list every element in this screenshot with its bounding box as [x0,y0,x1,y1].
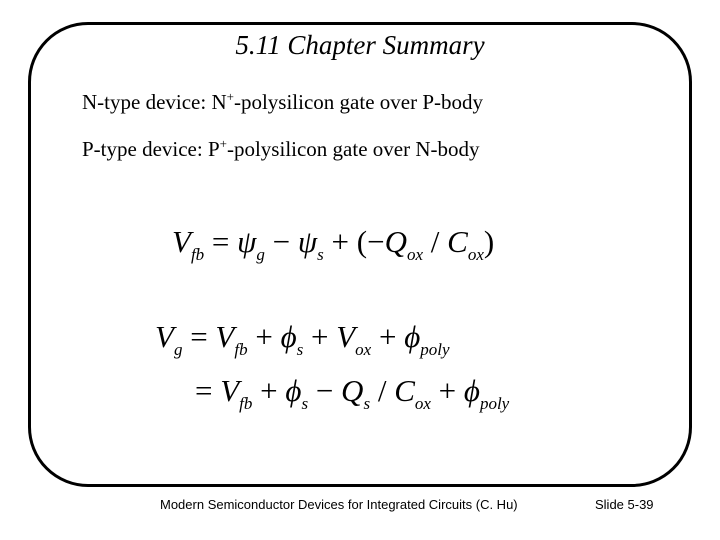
eq3-eq: = [195,373,221,408]
flatband-equation [172,224,495,264]
eq2-s: s [296,340,304,359]
eq2-ox: ox [355,340,372,359]
eq3-s2: s [363,394,371,413]
eq2-g: g [173,340,183,359]
eq1-q: Q [384,224,407,259]
eq3-q: Q [341,373,364,408]
eq1-fb: fb [190,245,205,264]
ntype-suffix: -polysilicon gate over P-body [233,90,484,114]
eq3-phi-poly: ϕ [463,373,480,408]
eq3-plus1: + [252,373,286,408]
eq3-minus: − [308,373,342,408]
eq2-v: V [155,319,174,354]
eq3-v: V [220,373,240,408]
eq2-eq: = [182,319,216,354]
eq1-ox1: ox [406,245,424,264]
eq1-v: V [172,224,191,259]
eq2-phi-s: ϕ [280,319,297,354]
slide-number: Slide 5-39 [595,497,654,512]
eq3-ox: ox [414,394,431,413]
eq3-s: s [301,394,309,413]
eq2-v2: V [215,319,235,354]
gate-voltage-equation [155,319,450,359]
eq3-phi-s: ϕ [285,373,302,408]
ptype-prefix: P-type device: P [82,137,220,161]
eq1-ox2: ox [467,245,484,264]
eq3-plus2: + [430,373,464,408]
ntype-prefix: N-type device: N [82,90,227,114]
eq3-c: C [394,373,415,408]
eq1-close: ) [483,224,495,259]
eq2-v3: V [336,319,356,354]
eq2-poly: poly [420,340,450,359]
eq2-plus1: + [247,319,281,354]
eq3-fb: fb [239,394,253,413]
ptype-line [82,137,480,162]
ntype-sup: + [226,89,234,104]
eq2-fb: fb [234,340,248,359]
ptype-sup: + [219,136,227,151]
eq3-slash: / [370,373,395,408]
eq1-rest: + (− [323,224,385,259]
eq1-s: s [317,245,324,264]
eq1-slash: / [423,224,448,259]
footer-citation: Modern Semiconductor Devices for Integrated Circuits (C. Hu) [160,497,518,512]
ntype-line [82,90,483,115]
eq3-poly: poly [479,394,510,413]
eq1-eq: = [204,224,238,259]
eq1-minus: − [264,224,298,259]
eq2-plus2: + [303,319,337,354]
eq2-phi-poly: ϕ [404,319,421,354]
eq1-g: g [256,245,265,264]
eq2-plus3: + [371,319,405,354]
eq1-c: C [447,224,468,259]
eq1-psi-s: ψ [297,224,318,259]
slide-title: 5.11 Chapter Summary [235,30,485,60]
eq1-psi-g: ψ [237,224,257,259]
ptype-suffix: -polysilicon gate over N-body [226,137,480,161]
gate-voltage-equation-cont [195,373,510,413]
